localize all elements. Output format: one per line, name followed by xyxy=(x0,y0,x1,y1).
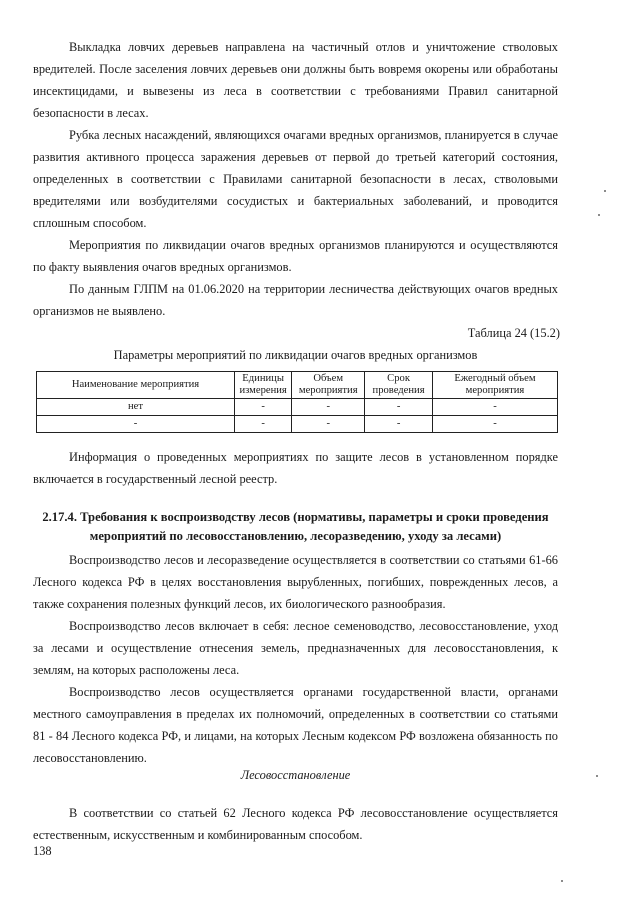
table-row xyxy=(37,416,558,433)
table-cell: - xyxy=(292,416,365,433)
paragraph-forest-registry: Информация о проведенных мероприятиях по защите лесов в установленном порядке включается в государственный лесной реестр. xyxy=(33,450,558,486)
scan-speck xyxy=(604,190,606,192)
table-header-row xyxy=(37,372,558,399)
table-cell: - xyxy=(292,399,365,416)
paragraph-trap-trees: Выкладка ловчих деревьев направлена на частичный отлов и уничтожение стволовых вредителей. После заселения ловчих деревьев они должны быть вовремя окорены или обработаны инсектицидами, и вывезены из леса в соответствии с требованиями Правил санитарной безопасности в лесах. xyxy=(33,40,558,120)
paragraph-glpm-data: По данным ГЛПМ на 01.06.2020 на территории лесничества действующих очагов вредных организмов не выявлено. xyxy=(33,282,558,318)
paragraph-felling: Рубка лесных насаждений, являющихся очагами вредных организмов, планируется в случае развития активного процесса заражения деревьев от первой до третьей категорий состояния, определенных в соответствии с Правилами санитарной безопасности в лесах, стволовыми вредителями или возбудителями сосудистых и бактериальных заболеваний, и проводится сплошным способом. xyxy=(33,128,558,230)
table-cell: - xyxy=(432,416,557,433)
table-cell: - xyxy=(37,416,235,433)
column-header: Единицы измерения xyxy=(234,372,291,399)
paragraph-reproduction-basis: Воспроизводство лесов и лесоразведение осуществляется в соответствии со статьями 61-66 Лесного кодекса РФ в целях восстановления вырубленных, погибших, поврежденных лесов, а также сохранения полезных функций лесов, их биологического разнообразия. xyxy=(33,553,558,611)
table-cell: - xyxy=(234,416,291,433)
paragraph-reproduction-authorities: Воспроизводство лесов осуществляется органами государственной власти, органами местного самоуправления в пределах их полномочий, определенных в соответствии со статьями 81 - 84 Лесного кодекса РФ, и лицами, на которых Лесным кодексом РФ возложена обязанность по лесовосстановлению. xyxy=(33,685,558,765)
page-number: 138 xyxy=(33,844,52,858)
paragraph-reforestation-methods: В соответствии со статьей 62 Лесного кодекса РФ лесовосстановление осуществляется естественным, искусственным и комбинированным способом. xyxy=(33,806,558,842)
table-caption: Параметры мероприятий по ликвидации очагов вредных организмов xyxy=(113,348,478,362)
section-text-block xyxy=(33,549,558,769)
section-heading: 2.17.4. Требования к воспроизводству лесов (нормативы, параметры и сроки проведения мероприятий по лесовосстановлению, лесоразведению, уходу за лесами) xyxy=(42,510,549,543)
subheading-reforestation: Лесовосстановление xyxy=(240,768,351,782)
table-cell: нет xyxy=(37,399,235,416)
after-table-text-block xyxy=(33,446,558,490)
table-number: Таблица 24 (15.2) xyxy=(467,326,560,340)
table-cell: - xyxy=(365,416,433,433)
measures-table xyxy=(36,371,558,433)
column-header: Объем мероприятия xyxy=(292,372,365,399)
paragraph-liquidation: Мероприятия по ликвидации очагов вредных организмов планируются и осуществляются по факту выявления очагов вредных организмов. xyxy=(33,238,558,274)
column-header: Срок проведения xyxy=(365,372,433,399)
intro-text-block xyxy=(33,36,558,322)
paragraph-reproduction-includes: Воспроизводство лесов включает в себя: лесное семеноводство, лесовосстановление, уход за лесами и осуществление отнесения земель, предназначенных для лесовосстановления, к землям, на которых расположены леса. xyxy=(33,619,558,677)
table-row xyxy=(37,399,558,416)
column-header: Ежегодный объем мероприятия xyxy=(432,372,557,399)
column-header: Наименование мероприятия xyxy=(37,372,235,399)
scan-speck xyxy=(561,880,563,882)
table-cell: - xyxy=(365,399,433,416)
scan-speck xyxy=(598,214,600,216)
table-cell: - xyxy=(432,399,557,416)
scan-speck xyxy=(596,775,598,777)
final-text-block xyxy=(33,802,558,846)
table-cell: - xyxy=(234,399,291,416)
